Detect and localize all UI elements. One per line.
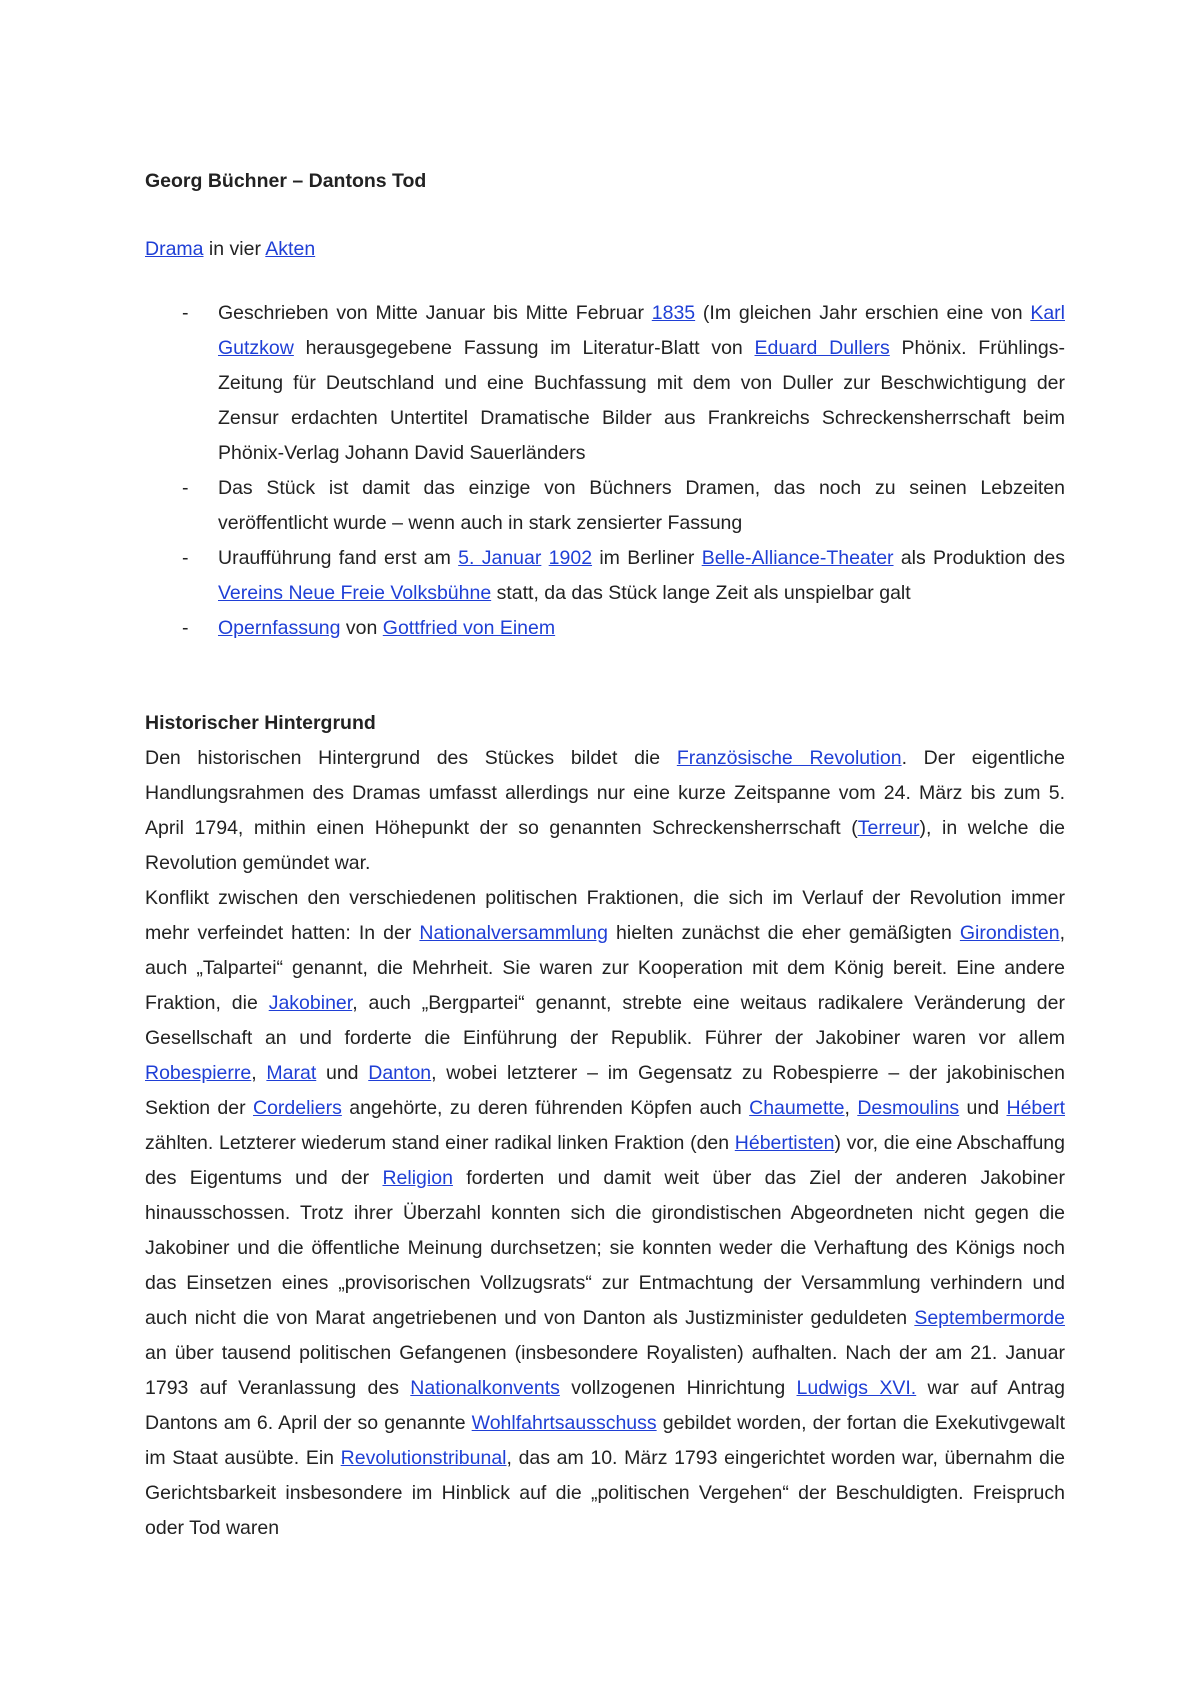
text-run: (Im gleichen Jahr erschien eine von [695, 302, 1031, 324]
text-run: , auch „Talpartei“ genannt, die Mehrheit. Sie waren zur Kooperation mit dem König bereit. Eine andere Fraktion, die [145, 922, 1065, 1014]
link-eduard-dullers[interactable]: Eduard Dullers [754, 337, 890, 359]
link-septembermorde[interactable]: Septembermorde [914, 1307, 1065, 1329]
text-run: , [251, 1062, 267, 1084]
link-cordeliers[interactable]: Cordeliers [252, 1097, 342, 1119]
link-1902[interactable]: 1902 [548, 547, 593, 569]
link-religion[interactable]: Religion [382, 1167, 453, 1189]
text-run: gebildet worden, der fortan die Exekutivgewalt im Staat ausübte. Ein [145, 1412, 1065, 1469]
text-run: . Der eigentliche Handlungsrahmen des Dramas umfasst allerdings nur eine kurze Zeitspanne vom 24. März bis zum 5. April 1794, mithin einen Höhepunkt der so genannten Schreckensherrschaft ( [145, 747, 1065, 839]
text-run: , das am 10. März 1793 eingerichtet worden war, übernahm die Gerichtsbarkeit insbesondere im Hinblick auf die „politischen Vergehen“ der Beschuldigten. Freispruch oder Tod waren [145, 1447, 1065, 1539]
text-run: , wobei letzterer – im Gegensatz zu Robespierre – der jakobinischen Sektion der [145, 1062, 1065, 1119]
text-run: Das Stück ist damit das einzige von Büchners Dramen, das noch zu seinen Lebzeiten veröffentlicht wurde – wenn auch in stark zensierter Fassung [218, 477, 1065, 534]
section-heading: Historischer Hintergrund [145, 712, 376, 734]
link-robespierre[interactable]: Robespierre [145, 1062, 252, 1084]
bullet-dash-icon: - [182, 547, 189, 569]
bullet-dash-icon: - [182, 477, 189, 499]
text-run: Geschrieben von Mitte Januar bis Mitte Februar [218, 302, 652, 324]
bullet-dash-icon: - [182, 617, 189, 639]
text-run: statt, da das Stück lange Zeit als unspielbar galt [491, 582, 911, 604]
facts-list [145, 296, 1065, 646]
link-akten[interactable]: Akten [265, 238, 316, 260]
link-chaumette[interactable]: Chaumette [749, 1097, 845, 1119]
text-run: und [959, 1097, 1007, 1119]
text-run: als Produktion des [893, 547, 1065, 569]
text-run: , auch „Bergpartei“ genannt, strebte eine weitaus radikalere Veränderung der Gesellschaft an und forderte die Einführung der Republik. Führer der Jakobiner waren vor allem [145, 992, 1065, 1049]
text-run: vollzogenen Hinrichtung [559, 1377, 797, 1399]
text-run: und [316, 1062, 369, 1084]
text-run: angehörte, zu deren führenden Köpfen auch [341, 1097, 750, 1119]
document-title: Georg Büchner – Dantons Tod [145, 170, 427, 192]
text-run: von [340, 617, 383, 639]
text-run: Uraufführung fand erst am [218, 547, 459, 569]
link-h-bertisten[interactable]: Hébertisten [734, 1132, 835, 1154]
subtitle-text: in vier [203, 238, 266, 260]
body-paragraph [145, 741, 1065, 881]
link-5-januar[interactable]: 5. Januar [458, 547, 542, 569]
link-h-bert[interactable]: Hébert [1006, 1097, 1066, 1119]
text-run: Konflikt zwischen den verschiedenen politischen Fraktionen, die sich im Verlauf der Revolution immer mehr verfeindet hatten: In der [145, 887, 1065, 944]
link-nationalversammlung[interactable]: Nationalversammlung [419, 922, 608, 944]
link-ludwigs-xvi[interactable]: Ludwigs XVI. [796, 1377, 917, 1399]
text-run: forderten und damit weit über das Ziel der anderen Jakobiner hinausschossen. Trotz ihrer Überzahl konnten sich die girondistischen Abgeordneten nicht gegen die Jakobiner und die öffentliche Meinung durchsetzen; sie konnten weder die Verhaftung des Königs noch das Einsetzen eines „provisorischen Vollzugsrats“ zur Entmachtung der Versammlung verhindern und auch nicht die von Marat angetriebenen und von Danton als Justizminister geduldeten [145, 1167, 1065, 1329]
list-item [145, 471, 1065, 541]
body-paragraph [145, 881, 1065, 1546]
text-run: ), in welche die Revolution gemündet war. [145, 817, 1065, 874]
link-opernfassung[interactable]: Opernfassung [218, 617, 341, 639]
text-run: ) vor, die eine Abschaffung des Eigentums und der [145, 1132, 1065, 1189]
text-run: , [844, 1097, 858, 1119]
text-run [541, 547, 548, 569]
link-revolutionstribunal[interactable]: Revolutionstribunal [340, 1447, 507, 1469]
section-body [145, 741, 1065, 1546]
document-subtitle [145, 236, 1065, 262]
link-gottfried-von-einem[interactable]: Gottfried von Einem [382, 617, 556, 639]
link-jakobiner[interactable]: Jakobiner [268, 992, 353, 1014]
link-1835[interactable]: 1835 [651, 302, 696, 324]
text-run: war auf Antrag Dantons am 6. April der so genannte [145, 1377, 1065, 1434]
link-marat[interactable]: Marat [266, 1062, 317, 1084]
text-run: hielten zunächst die eher gemäßigten [608, 922, 960, 944]
list-item [145, 296, 1065, 471]
link-drama[interactable]: Drama [145, 238, 204, 260]
link-belle-alliance-theater[interactable]: Belle-Alliance-Theater [701, 547, 894, 569]
link-terreur[interactable]: Terreur [857, 817, 920, 839]
text-run: Den historischen Hintergrund des Stückes bildet die [145, 747, 677, 769]
text-run: im Berliner [592, 547, 702, 569]
link-karl-gutzkow[interactable]: Karl Gutzkow [218, 302, 1065, 359]
text-run: herausgegebene Fassung im Literatur-Blatt von [293, 337, 755, 359]
link-danton[interactable]: Danton [368, 1062, 432, 1084]
link-wohlfahrtsausschuss[interactable]: Wohlfahrtsausschuss [471, 1412, 657, 1434]
document-page [145, 168, 1065, 1546]
link-französische-revolution[interactable]: Französische Revolution [676, 747, 902, 769]
text-run: zählten. Letzterer wiederum stand einer radikal linken Fraktion (den [145, 1132, 735, 1154]
list-item [145, 611, 1065, 646]
bullet-dash-icon: - [182, 302, 189, 324]
text-run: Phönix. Frühlings-Zeitung für Deutschland und eine Buchfassung mit dem von Duller zur Beschwichtigung der Zensur erdachten Untertitel Dramatische Bilder aus Frankreichs Schreckensherrschaft beim Phönix-Verlag Johann David Sauerländers [218, 337, 1065, 464]
list-item [145, 541, 1065, 611]
link-vereins-neue-freie-volksbühne[interactable]: Vereins Neue Freie Volksbühne [218, 582, 492, 604]
text-run: an über tausend politischen Gefangenen (insbesondere Royalisten) aufhalten. Nach der am 21. Januar 1793 auf Veranlassung des [145, 1342, 1065, 1399]
link-nationalkonvents[interactable]: Nationalkonvents [410, 1377, 560, 1399]
link-desmoulins[interactable]: Desmoulins [857, 1097, 960, 1119]
link-girondisten[interactable]: Girondisten [959, 922, 1060, 944]
